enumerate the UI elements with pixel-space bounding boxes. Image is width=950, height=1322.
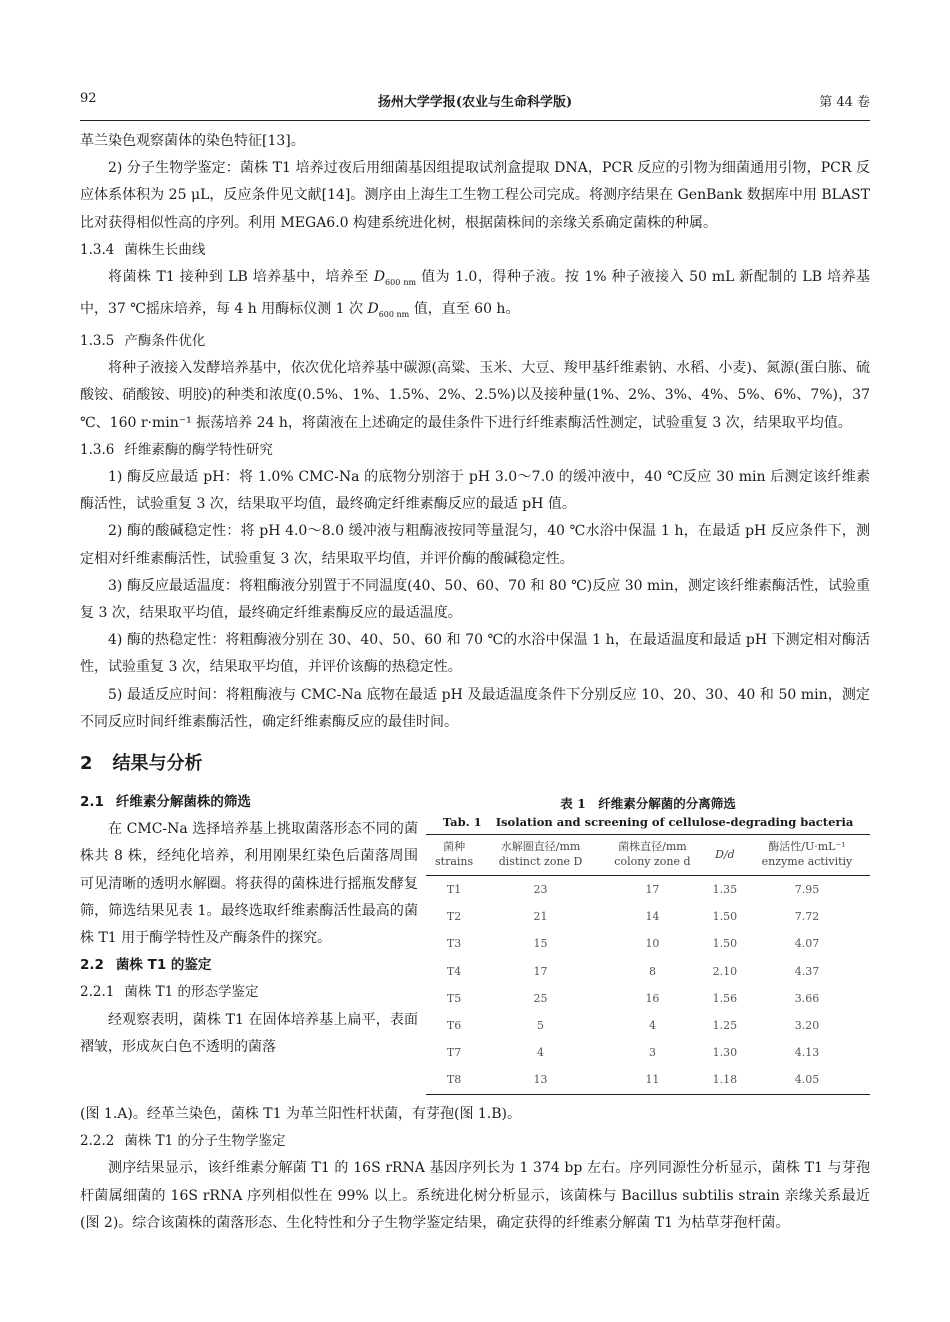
od-subscript: 600 nm: [385, 277, 417, 287]
od-symbol: D: [367, 301, 379, 318]
section-title: 纤维素分解菌株的筛选: [115, 794, 251, 811]
header-rule: [80, 120, 870, 121]
paragraph-morphology-b: (图 1.A)。经革兰染色，菌株 T1 为革兰阳性杆状菌，有芽孢(图 1.B)。: [80, 1106, 522, 1123]
header-enzyme-activity: [744, 835, 870, 876]
section-title: 菌株 T1 的形态学鉴定: [124, 984, 259, 1001]
table-row: [426, 985, 870, 1012]
section-number: 1.3.4: [80, 241, 115, 258]
section-number: 2.1: [80, 794, 104, 811]
od-symbol: D: [373, 269, 386, 286]
text-run: 将菌株 T1 接种到 LB 培养基中，培养至: [108, 269, 374, 286]
paragraph-reaction-time: 5) 最适反应时间：将粗酶液与 CMC-Na 底物在最适 pH 及最适温度条件下分别反应 10、20、30、40 和 50 min，测定不同反应时间纤维素酶活性，确定纤维素酶反应的最佳时间。: [80, 686, 870, 730]
table-row: [426, 958, 870, 985]
header-cn: 菌种: [443, 840, 466, 854]
header-en: distinct zone D: [498, 855, 583, 869]
section-title: 菌株生长曲线: [124, 241, 206, 258]
section-number: 1.3.6: [80, 441, 115, 458]
paragraph-thermostability: 4) 酶的热稳定性：将粗酶液分别在 30、40、50、60 和 70 ℃的水浴中保温 1 h，在最适温度和最适 pH 下测定相对酶活性，试验重复 3 次，结果取平均值，并评价该酶的热稳定性。: [80, 632, 870, 676]
cell: 8: [648, 964, 656, 978]
section-title: 结果与分析: [112, 753, 203, 775]
cell: T3: [446, 937, 462, 951]
section-number: 2.2.2: [80, 1133, 115, 1150]
table-caption-cn: 表 1 纤维素分解菌的分离筛选: [560, 796, 736, 812]
cell: T1: [446, 883, 462, 897]
paragraph-growth-curve: [80, 264, 870, 328]
cell: 11: [599, 1066, 706, 1094]
table-caption-en: [426, 813, 870, 831]
results-split-block: [80, 789, 870, 1101]
page-number: 92: [80, 91, 97, 106]
cell: 4: [648, 1019, 656, 1033]
cell: T4: [446, 964, 462, 978]
paragraph-morphology-a: 经观察表明，菌株 T1 在固体培养基上扁平，表面褶皱，形成灰白色不透明的菌落: [80, 1011, 418, 1055]
journal-page: [80, 0, 870, 1322]
header-cn: 酶活性/U·mL⁻¹: [768, 840, 846, 854]
cell: 10: [645, 937, 660, 951]
cell: T5: [446, 991, 462, 1005]
cell: 5: [537, 1019, 545, 1033]
screening-table: [426, 834, 870, 1095]
cell: 1.50: [712, 910, 738, 924]
header-en: strains: [435, 855, 474, 869]
header-cn: 菌株直径/mm: [618, 840, 687, 854]
heading-2-1: [80, 789, 418, 816]
heading-results: [80, 751, 870, 777]
cell: T7: [446, 1046, 462, 1060]
cell: 15: [533, 937, 548, 951]
cell: 13: [482, 1066, 599, 1094]
table-row: [426, 1039, 870, 1066]
table-row: [426, 876, 870, 904]
table-header-row: [426, 835, 870, 876]
cell: 7.72: [794, 910, 820, 924]
paragraph-optimal-ph: 1) 酶反应最适 pH：将 1.0% CMC-Na 的底物分别溶于 pH 3.0～7.0 的缓冲液中，40 ℃反应 30 min 后测定该纤维素酶活性，试验重复 3 次，结果取平均值，最终确定纤维素酶反应的最适 pH 值。: [80, 469, 870, 513]
heading-2-2-2: [80, 1128, 870, 1155]
article-body: [80, 128, 870, 1237]
paragraph-molecular-id: 2) 分子生物学鉴定：菌株 T1 培养过夜后用细菌基因组提取试剂盒提取 DNA，PCR 反应的引物为细菌通用引物，PCR 反应体系体积为 25 μL，反应条件见文献[14]。测序由上海生工生物工程公司完成。将测序结果在 GenBank 数据库中用 BLAST 比对获得相似性高的序列。利用 MEGA6.0 构建系统进化树，根据菌株间的亲缘关系确定菌株的种属。: [80, 160, 870, 231]
section-title: 菌株 T1 的分子生物学鉴定: [124, 1133, 286, 1150]
cell: 23: [533, 883, 548, 897]
cell: 1.30: [712, 1046, 738, 1060]
cell: T2: [446, 910, 462, 924]
journal-title: 扬州大学学报(农业与生命科学版): [377, 95, 573, 110]
heading-2-2: [80, 952, 418, 979]
cell: 1.56: [712, 991, 738, 1005]
cell: 1.50: [712, 937, 738, 951]
header-zone-d: [482, 835, 599, 876]
cell: T6: [446, 1019, 462, 1033]
cell: 4: [537, 1046, 545, 1060]
header-en: colony zone d: [614, 855, 691, 869]
cell: 2.10: [712, 964, 738, 978]
cell: 21: [533, 910, 548, 924]
table-row: [426, 903, 870, 930]
text-run: 值，直至 60 h。: [409, 301, 520, 318]
cell: 3.20: [794, 1019, 820, 1033]
paragraph-gram-tail: 革兰染色观察菌体的染色特征[13]。: [80, 133, 305, 149]
table-row: [426, 1012, 870, 1039]
cell: T8: [426, 1066, 482, 1094]
section-number: 2.2: [80, 957, 104, 974]
running-header: [80, 91, 870, 117]
header-cn: 水解圈直径/mm: [500, 840, 581, 854]
volume-label: 第 44 卷: [819, 95, 870, 110]
left-text-column: [80, 789, 418, 1061]
table-label: Tab. 1: [442, 815, 482, 830]
header-cn: D/d: [715, 847, 735, 861]
header-ratio: [706, 835, 744, 876]
section-number: 1.3.5: [80, 333, 115, 350]
paragraph-screening: 在 CMC-Na 选择培养基上挑取菌落形态不同的菌株共 8 株，经纯化培养，利用刚果红染色后菌落周围可见清晰的透明水解圈。将获得的菌株进行摇瓶发酵复筛，筛选结果见表 1。最终选取纤维素酶活性最高的菌株 T1 用于酶学特性及产酶条件的探究。: [80, 821, 418, 947]
cell: 7.95: [794, 883, 820, 897]
heading-1-3-4: [80, 237, 870, 264]
header-strains: [426, 835, 482, 876]
heading-1-3-5: [80, 328, 870, 355]
od-subscript: 600 nm: [378, 309, 410, 319]
table-1: [426, 789, 870, 1095]
table-caption-text: Isolation and screening of cellulose-degrading bacteria: [495, 815, 854, 830]
cell: 16: [645, 991, 660, 1005]
paragraph-optimization: 将种子液接入发酵培养基中，依次优化培养基中碳源(高粱、玉米、大豆、羧甲基纤维素钠、水稻、小麦)、氮源(蛋白胨、硫酸铵、硝酸铵、明胶)的种类和浓度(0.5%、1%、1.5%、2%、2.5%)以及接种量(1%、2%、3%、4%、5%、6%、7%)，37 ℃、160 r·min⁻¹ 振荡培养 24 h，将菌液在上述确定的最佳条件下进行纤维素酶活性测定，试验重复 3 次，结果取平均值。: [80, 360, 870, 431]
cell: 25: [533, 991, 548, 1005]
heading-2-2-1: [80, 979, 418, 1006]
section-title: 菌株 T1 的鉴定: [115, 957, 212, 974]
paragraph-ph-stability: 2) 酶的酸碱稳定性：将 pH 4.0～8.0 缓冲液与粗酶液按同等量混匀，40 ℃水浴中保温 1 h，在最适 pH 反应条件下，测定相对纤维素酶活性，试验重复 3 次，结果取平均值，并评价酶的酸碱稳定性。: [80, 523, 870, 567]
section-title: 纤维素酶的酶学特性研究: [124, 441, 273, 458]
table-row: [426, 1066, 870, 1094]
cell: 4.05: [744, 1066, 870, 1094]
cell: 3: [648, 1046, 656, 1060]
cell: 17: [533, 964, 548, 978]
heading-1-3-6: [80, 437, 870, 464]
cell: 14: [645, 910, 660, 924]
paragraph-sequencing: 测序结果显示，该纤维素分解菌 T1 的 16S rRNA 基因序列长为 1 374 bp 左右。序列同源性分析显示，菌株 T1 与芽孢杆菌属细菌的 16S rRNA 序列相似性在 99% 以上。系统进化树分析显示，该菌株与 Bacillus subtilis strain 亲缘关系最近(图 2)。综合该菌株的菌落形态、生化特性和分子生物学鉴定结果，确定获得的纤维素分解菌 T1 为枯草芽孢杆菌。: [80, 1160, 870, 1231]
cell: 1.25: [712, 1019, 738, 1033]
cell: 1.35: [712, 883, 738, 897]
section-number: 2: [80, 753, 93, 775]
header-en: enzyme activitiy: [761, 855, 853, 869]
cell: 4.07: [794, 937, 820, 951]
header-colony-d: [599, 835, 706, 876]
cell: 4.13: [794, 1046, 820, 1060]
section-number: 2.2.1: [80, 984, 115, 1001]
cell: 4.37: [794, 964, 820, 978]
cell: 1.18: [706, 1066, 744, 1094]
cell: 17: [645, 883, 660, 897]
cell: 3.66: [794, 991, 820, 1005]
section-title: 产酶条件优化: [124, 333, 206, 350]
text-run: 值为 1.0，得种子液。按 1% 种子液接入 50 mL 新配制的 LB 培养基中，37 ℃摇床培养，每 4 h 用酶标仪测 1 次: [80, 269, 870, 318]
table-row: [426, 930, 870, 957]
paragraph-optimal-temp: 3) 酶反应最适温度：将粗酶液分别置于不同温度(40、50、60、70 和 80 ℃)反应 30 min，测定该纤维素酶活性，试验重复 3 次，结果取平均值，最终确定纤维素酶反应的最适温度。: [80, 577, 870, 622]
